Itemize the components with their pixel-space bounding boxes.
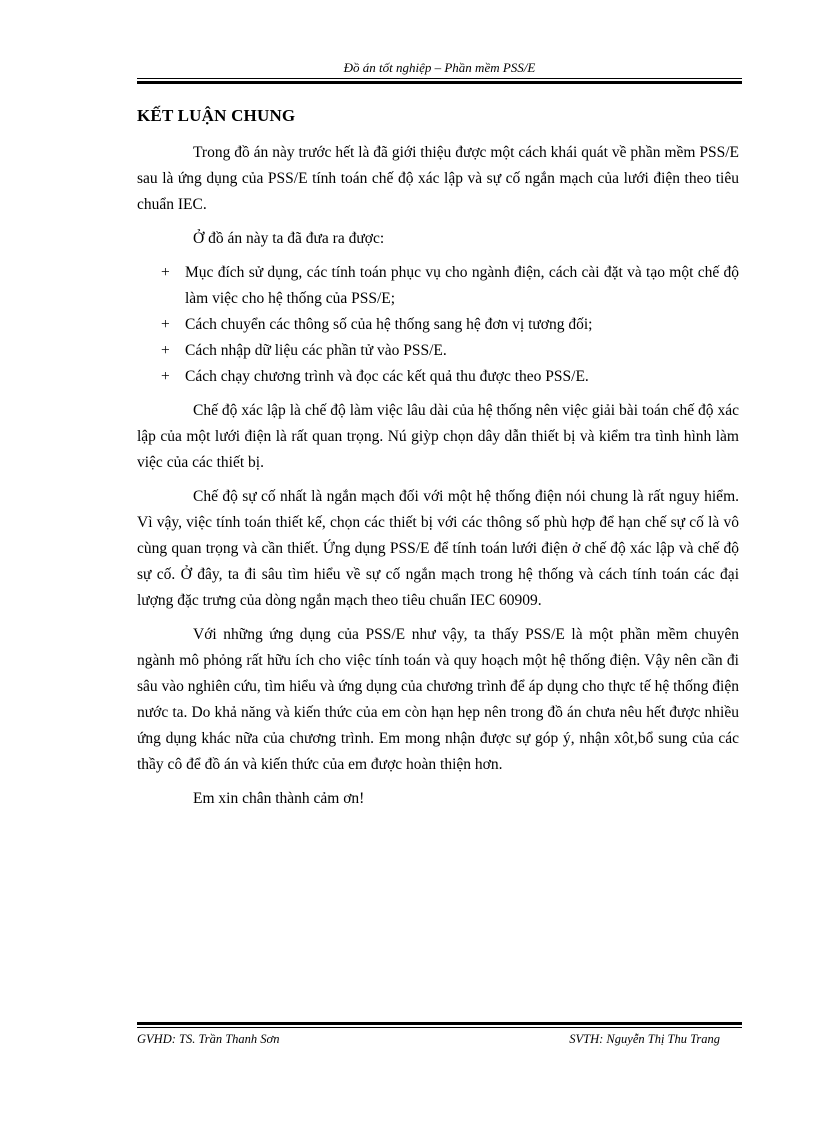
section-heading: KẾT LUẬN CHUNG: [137, 106, 296, 125]
list-item: [137, 260, 739, 312]
header-rule-thick: [137, 81, 742, 84]
bullet-marker: +: [161, 342, 170, 359]
paragraph-steady-state: Chế độ xác lập là chế độ làm việc lâu dài của hệ thống nên việc giải bài toán chế độ xác lập của một lưới điện là rất quan trọng. Nú giỳp chọn dây dẫn thiết bị và kiểm tra tình hình làm việc của các thiết bị.: [137, 402, 739, 471]
paragraph-list-intro: Ở đồ án này ta đã đưa ra được:: [193, 230, 385, 247]
header-rule-thin: [137, 78, 742, 79]
list-item: [137, 364, 739, 390]
footer-supervisor: GVHD: TS. Trần Thanh Sơn: [137, 1032, 280, 1046]
list-item-text: Mục đích sử dụng, các tính toán phục vụ cho ngành điện, cách cài đặt và tạo một chế độ làm việc cho hệ thống của PSS/E;: [185, 264, 739, 307]
paragraph-fault: Chế độ sự cố nhất là ngắn mạch đối với một hệ thống điện nói chung là rất nguy hiểm. Vì vậy, việc tính toán thiết kế, chọn các thiết bị với các thông số phù hợp để hạn chế sự cố là vô cùng quan trọng và cần thiết. Ứng dụng PSS/E để tính toán lưới điện ở chế độ xác lập và chế độ sự cố. Ở đây, ta đi sâu tìm hiểu về sự cố ngắn mạch trong hệ thống và cách tính toán các đại lượng đặc trưng của dòng ngắn mạch theo tiêu chuẩn IEC 60909.: [137, 488, 739, 609]
list-item: [137, 338, 739, 364]
paragraph-applications: Với những ứng dụng của PSS/E như vậy, ta thấy PSS/E là một phần mềm chuyên ngành mô phỏng rất hữu ích cho việc tính toán và quy hoạch một hệ thống điện. Vậy nên cần đi sâu vào nghiên cứu, tìm hiểu và ứng dụng của chương trình để áp dụng cho thực tế hệ thống điện nước ta. Do khả năng và kiến thức của em còn hạn hẹp nên trong đồ án chưa nêu hết được nhiều ứng dụng khác nữa của chương trình. Em mong nhận được sự góp ý, nhận xôt,bổ sung của các thầy cô để đồ án và kiến thức của em được hoàn thiện hơn.: [137, 626, 739, 773]
list-item: [137, 312, 739, 338]
footer-student: SVTH: Nguyễn Thị Thu Trang: [569, 1032, 720, 1046]
list-item-text: Cách chuyển các thông số của hệ thống sang hệ đơn vị tương đối;: [185, 316, 593, 333]
paragraph-intro: Trong đồ án này trước hết là đã giới thiệu được một cách khái quát về phần mềm PSS/E sau là ứng dụng của PSS/E tính toán chế độ xác lập và sự cố ngắn mạch của lưới điện theo tiêu chuẩn IEC.: [137, 144, 739, 213]
paragraph-thanks: Em xin chân thành cảm ơn!: [193, 790, 365, 807]
footer-rule-thick: [137, 1022, 742, 1025]
running-header: Đồ án tốt nghiệp – Phần mềm PSS/E: [343, 60, 536, 75]
bullet-marker: +: [161, 368, 170, 385]
bullet-list: [137, 260, 739, 390]
body-text: [137, 140, 739, 812]
footer-rule-thin: [137, 1027, 742, 1028]
list-item-text: Cách nhập dữ liệu các phần tử vào PSS/E.: [185, 342, 447, 359]
list-item-text: Cách chạy chương trình và đọc các kết quả thu được theo PSS/E.: [185, 368, 589, 385]
bullet-marker: +: [161, 264, 170, 281]
bullet-marker: +: [161, 316, 170, 333]
